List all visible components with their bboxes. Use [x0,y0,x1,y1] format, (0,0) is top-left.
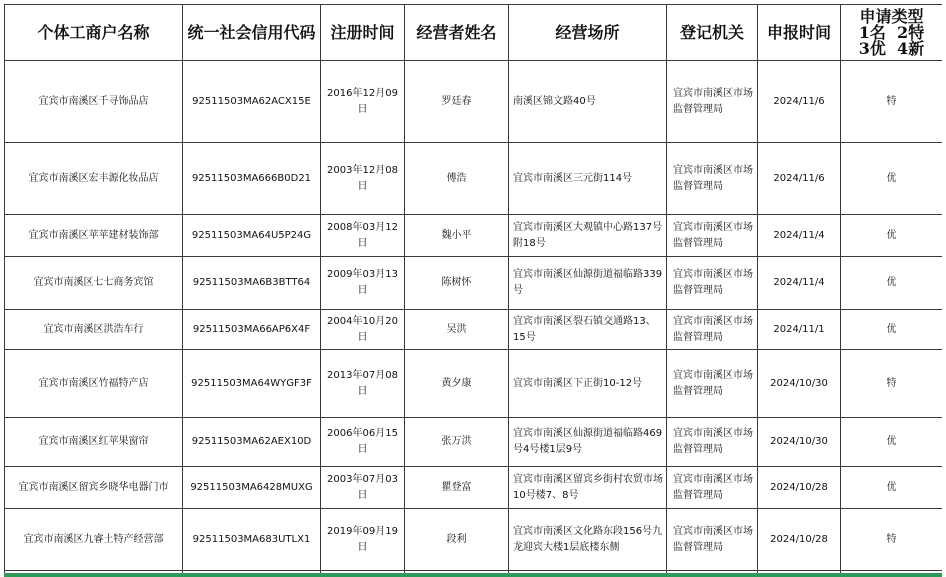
header-name[interactable]: 个体工商户名称 [5,5,183,61]
cell-apply-type[interactable]: 优 [841,257,943,310]
header-address[interactable]: 经营场所 [509,5,667,61]
table-row [5,509,943,571]
cell-report-date[interactable]: 2024/10/28 [758,509,841,571]
cell-credit-code[interactable]: 92511503MA64U5P24G [183,215,321,257]
cell-operator[interactable]: 傅浩 [405,143,509,215]
cell-apply-type[interactable]: 优 [841,143,943,215]
header-type-line3: 3优 4新 [858,38,925,58]
cell-reg-date[interactable]: 2009年03月13日 [321,257,405,310]
cell-credit-code[interactable]: 92511503MA62ACX15E [183,61,321,143]
header-type-line2: 1名 2特 [858,22,925,42]
cell-reg-date[interactable]: 2004年10月20日 [321,310,405,350]
cell-operator[interactable]: 魏小平 [405,215,509,257]
cell-report-date[interactable]: 2024/10/30 [758,350,841,418]
cell-address[interactable]: 宜宾市南溪区仙源街道福临路339号 [509,257,667,310]
cell-authority[interactable]: 宜宾市南溪区市场监督管理局 [667,350,758,418]
cell-operator[interactable]: 罗廷春 [405,61,509,143]
cell-address[interactable]: 南溪区锦文路40号 [509,61,667,143]
cell-name[interactable]: 宜宾市南溪区留宾乡晓华电器门市 [5,467,183,509]
cell-report-date[interactable]: 2024/11/1 [758,310,841,350]
cell-operator[interactable]: 吴洪 [405,310,509,350]
cell-apply-type[interactable]: 优 [841,467,943,509]
header-type-line1: 申请类型 [859,6,924,26]
header-operator[interactable]: 经营者姓名 [405,5,509,61]
cell-apply-type[interactable]: 优 [841,418,943,467]
cell-operator[interactable]: 陈树怀 [405,257,509,310]
table-row [5,418,943,467]
cell-report-date[interactable]: 2024/11/4 [758,257,841,310]
cell-address[interactable]: 宜宾市南溪区留宾乡街村农贸市场10号楼7、8号 [509,467,667,509]
table-row [5,310,943,350]
table-row [5,61,943,143]
cell-apply-type[interactable]: 特 [841,350,943,418]
cell-authority[interactable]: 宜宾市南溪区市场监督管理局 [667,418,758,467]
cell-reg-date[interactable]: 2003年12月08日 [321,143,405,215]
cell-operator[interactable]: 瞿登富 [405,467,509,509]
cell-apply-type[interactable]: 特 [841,61,943,143]
cell-operator[interactable]: 黄夕康 [405,350,509,418]
cell-address[interactable]: 宜宾市南溪区三元街114号 [509,143,667,215]
header-report-date[interactable]: 申报时间 [758,5,841,61]
cell-report-date[interactable]: 2024/11/4 [758,215,841,257]
header-apply-type[interactable] [841,5,943,61]
cell-authority[interactable]: 宜宾市南溪区市场监督管理局 [667,509,758,571]
cell-reg-date[interactable]: 2008年03月12日 [321,215,405,257]
table-row [5,215,943,257]
cell-apply-type[interactable]: 特 [841,509,943,571]
cell-reg-date[interactable]: 2013年07月08日 [321,350,405,418]
cell-report-date[interactable]: 2024/10/30 [758,418,841,467]
cell-name[interactable]: 宜宾市南溪区洪浩车行 [5,310,183,350]
header-row [5,5,943,61]
cell-name[interactable]: 宜宾市南溪区九睿土特产经营部 [5,509,183,571]
cell-credit-code[interactable]: 92511503MA666B0D21 [183,143,321,215]
cell-address[interactable]: 宜宾市南溪区仙源街道福临路469号4号楼1层9号 [509,418,667,467]
cell-authority[interactable]: 宜宾市南溪区市场监督管理局 [667,467,758,509]
cell-authority[interactable]: 宜宾市南溪区市场监督管理局 [667,61,758,143]
cell-authority[interactable]: 宜宾市南溪区市场监督管理局 [667,215,758,257]
table-row [5,467,943,509]
cell-name[interactable]: 宜宾市南溪区苹苹建材装饰部 [5,215,183,257]
cell-address[interactable]: 宜宾市南溪区下正街10-12号 [509,350,667,418]
bottom-strip [4,573,942,577]
cell-credit-code[interactable]: 92511503MA6428MUXG [183,467,321,509]
spreadsheet [4,4,942,577]
table-row [5,257,943,310]
cell-name[interactable]: 宜宾市南溪区宏丰源化妆品店 [5,143,183,215]
header-credit-code[interactable]: 统一社会信用代码 [183,5,321,61]
cell-address[interactable]: 宜宾市南溪区裂石镇交通路13、15号 [509,310,667,350]
cell-name[interactable]: 宜宾市南溪区千寻饰品店 [5,61,183,143]
table-row [5,350,943,418]
cell-operator[interactable]: 段利 [405,509,509,571]
merchant-table [4,4,942,577]
cell-apply-type[interactable]: 优 [841,310,943,350]
cell-name[interactable]: 宜宾市南溪区七七商务宾馆 [5,257,183,310]
cell-credit-code[interactable]: 92511503MA64WYGF3F [183,350,321,418]
cell-reg-date[interactable]: 2006年06月15日 [321,418,405,467]
cell-authority[interactable]: 宜宾市南溪区市场监督管理局 [667,143,758,215]
cell-report-date[interactable]: 2024/10/28 [758,467,841,509]
cell-apply-type[interactable]: 优 [841,215,943,257]
cell-name[interactable]: 宜宾市南溪区竹福特产店 [5,350,183,418]
cell-report-date[interactable]: 2024/11/6 [758,143,841,215]
cell-credit-code[interactable]: 92511503MA6B3BTT64 [183,257,321,310]
cell-credit-code[interactable]: 92511503MA683UTLX1 [183,509,321,571]
cell-reg-date[interactable]: 2019年09月19日 [321,509,405,571]
cell-authority[interactable]: 宜宾市南溪区市场监督管理局 [667,310,758,350]
cell-address[interactable]: 宜宾市南溪区文化路东段156号九龙迎宾大楼1层底楼东侧 [509,509,667,571]
cell-report-date[interactable]: 2024/11/6 [758,61,841,143]
header-reg-date[interactable]: 注册时间 [321,5,405,61]
cell-authority[interactable]: 宜宾市南溪区市场监督管理局 [667,257,758,310]
cell-credit-code[interactable]: 92511503MA66AP6X4F [183,310,321,350]
cell-credit-code[interactable]: 92511503MA62AEX10D [183,418,321,467]
cell-address[interactable]: 宜宾市南溪区大观镇中心路137号附18号 [509,215,667,257]
table-row [5,143,943,215]
cell-operator[interactable]: 张万洪 [405,418,509,467]
cell-name[interactable]: 宜宾市南溪区红苹果窗帘 [5,418,183,467]
cell-reg-date[interactable]: 2016年12月09日 [321,61,405,143]
cell-reg-date[interactable]: 2003年07月03日 [321,467,405,509]
header-authority[interactable]: 登记机关 [667,5,758,61]
